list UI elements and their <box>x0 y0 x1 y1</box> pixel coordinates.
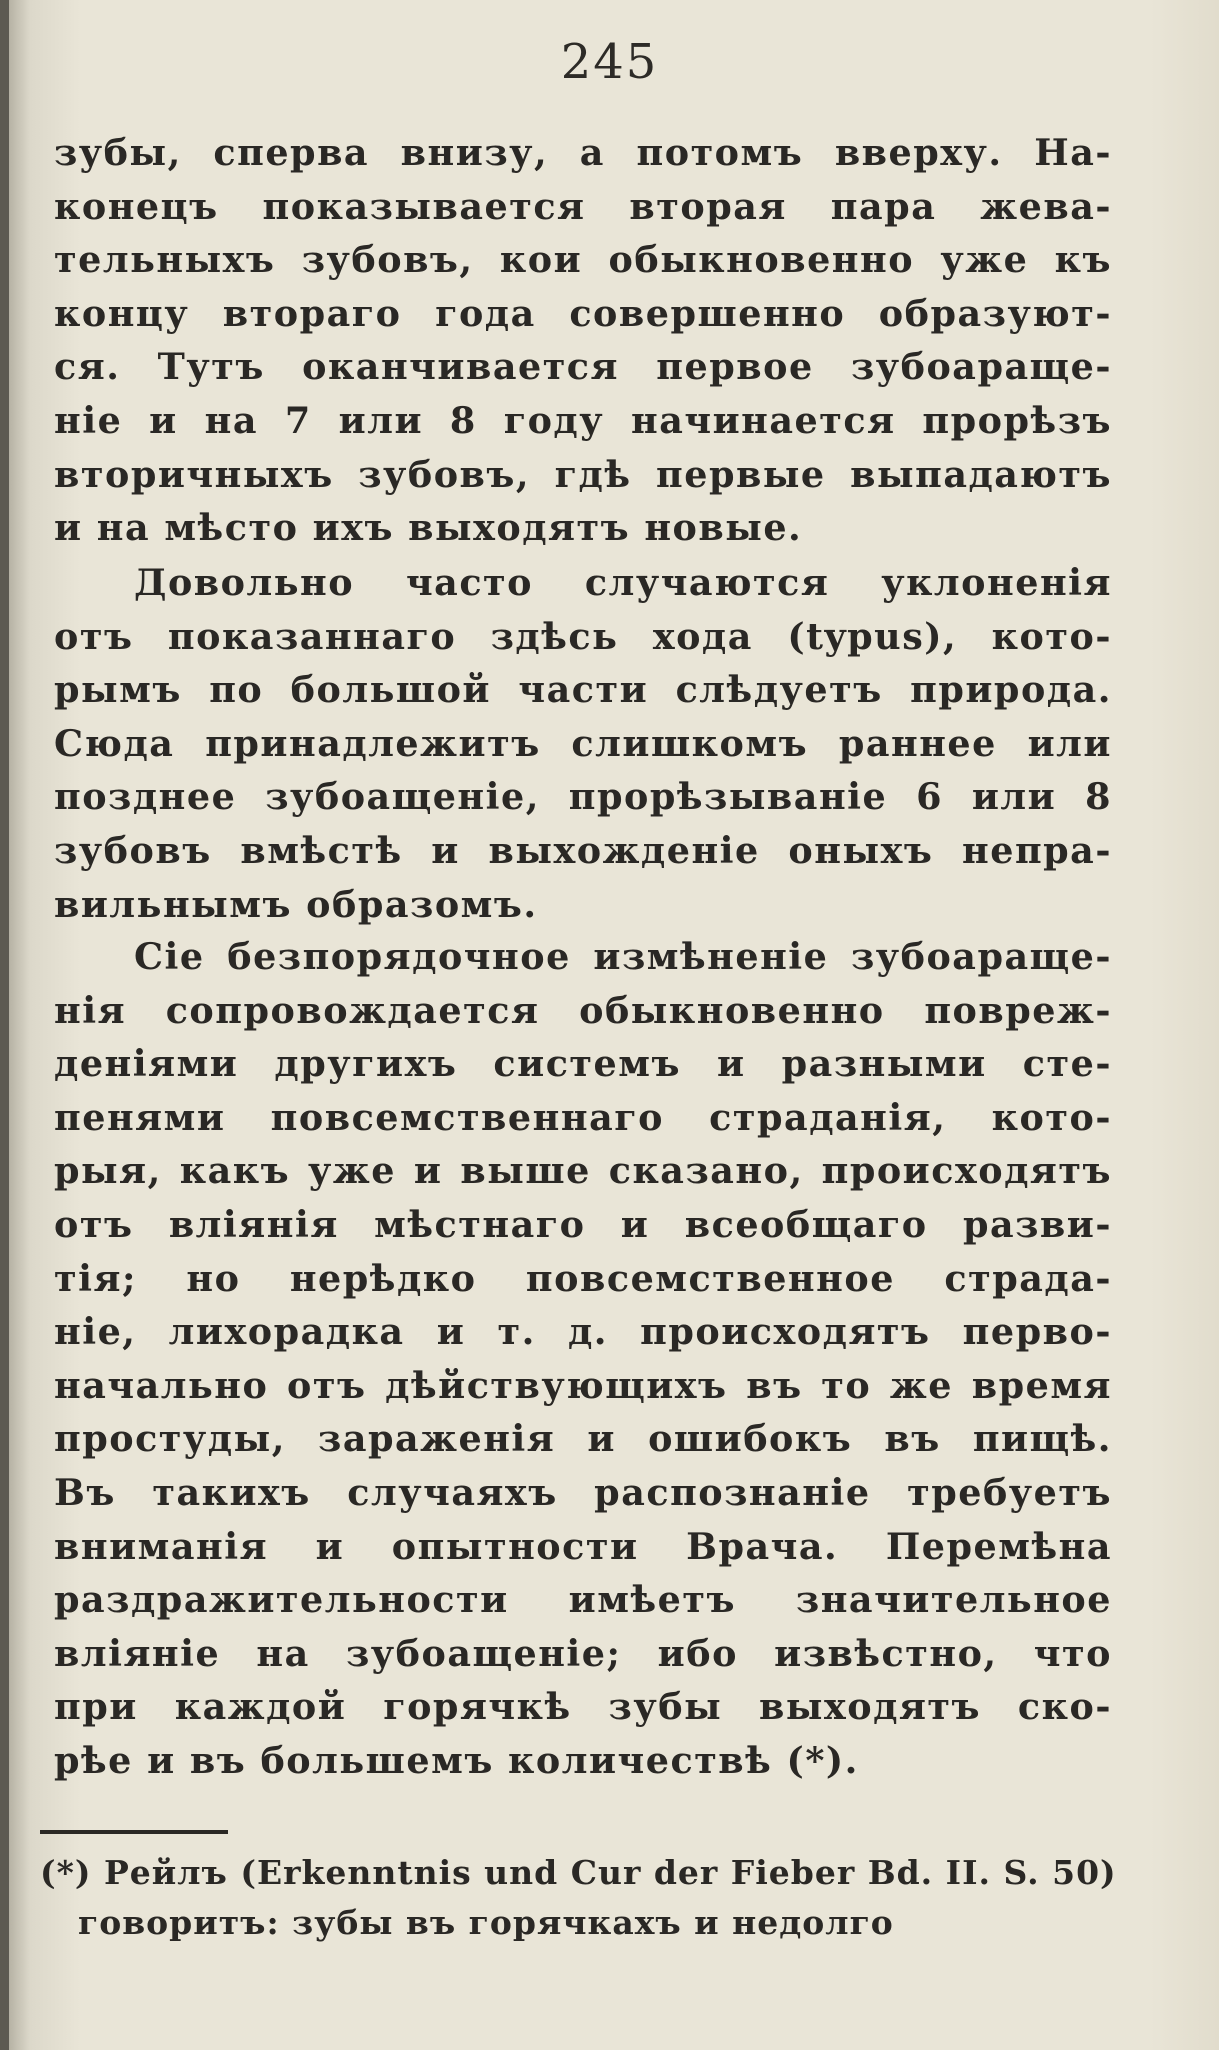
text-line: нiе и на 7 или 8 году начинается прорѣзъ <box>54 398 1112 442</box>
text-line: конецъ показывается вторая пара жева- <box>54 184 1112 228</box>
text-line: зубы, сперва внизу, а потомъ вверху. На- <box>54 131 1112 174</box>
text-line: Сiе безпорядочное измѣненiе зубоаращe- <box>134 935 1112 978</box>
text-line: Довольно часто случаются уклоненiя <box>134 561 1112 604</box>
footnote <box>40 1848 1117 1948</box>
text-line: тельныхъ зубовъ, кои обыкновенно уже къ <box>54 238 1112 282</box>
text-line: рыя, какъ уже и выше сказано, происходятъ <box>54 1149 1112 1193</box>
text-line: тiя; но нерѣдко повсемственное страда- <box>54 1256 1112 1300</box>
text-line: ся. Тутъ оканчивается первое зубоаращe- <box>54 345 1112 389</box>
text-line: рымъ по большой части слѣдуетъ природа. <box>54 668 1112 712</box>
text-line: вторичныхъ зубовъ, гдѣ первые выпадаютъ <box>54 452 1112 496</box>
footnote-line: говоритъ: зубы въ горячкахъ и недолго <box>78 1903 894 1942</box>
text-line: простуды, зараженiя и ошибокъ въ пищѣ. <box>54 1417 1112 1461</box>
text-line: пенями повсемственнаго страданiя, кото- <box>54 1095 1112 1139</box>
text-line: Сюда принадлежитъ слишкомъ раннее или <box>54 721 1112 765</box>
book-spine-shadow <box>0 0 9 2050</box>
paragraph-2 <box>54 556 1112 931</box>
text-line: начально отъ дѣйствующихъ въ то же время <box>54 1363 1112 1407</box>
text-line: нiя сопровождается обыкновенно повреж- <box>54 988 1112 1032</box>
text-line: зубовъ вмѣстѣ и выхожденiе оныхъ непра- <box>54 828 1112 872</box>
text-line: влiянiе на зубоащенiе; ибо извѣстно, что <box>54 1631 1112 1675</box>
text-line: отъ показаннаго здѣсь хода (typus), кото- <box>54 614 1112 658</box>
paragraph-3 <box>54 930 1112 1788</box>
text-line: вильнымъ образомъ. <box>54 882 538 926</box>
text-line: раздражительности имѣетъ значительное <box>54 1578 1112 1622</box>
text-line: вниманiя и опытности Врача. Перемѣна <box>54 1524 1112 1568</box>
text-line: рѣе и въ большемъ количествѣ (*). <box>54 1738 859 1782</box>
text-line: при каждой горячкѣ зубы выходятъ ско- <box>54 1685 1112 1729</box>
page-number: 245 <box>560 34 659 90</box>
text-line: позднее зубоащенiе, прорѣзыванiе 6 или 8 <box>54 775 1112 819</box>
text-line: денiями другихъ системъ и разными сте- <box>54 1042 1112 1086</box>
paragraph-1 <box>54 126 1112 555</box>
footnote-divider <box>40 1830 228 1834</box>
text-line: концу втораго года совершенно образуют- <box>54 291 1112 335</box>
footnote-line: (*) Рейлъ (Erkenntnis und Cur der Fieber Bd. II. S. 50) <box>40 1853 1117 1892</box>
text-line: нiе, лихорадка и т. д. происходятъ перво- <box>54 1310 1112 1354</box>
text-line: и на мѣсто ихъ выходятъ новые. <box>54 506 803 550</box>
text-line: Въ такихъ случаяхъ распознанiе требуетъ <box>54 1470 1112 1514</box>
text-line: отъ влiянiя мѣстнаго и всеобщаго разви- <box>54 1202 1112 1246</box>
